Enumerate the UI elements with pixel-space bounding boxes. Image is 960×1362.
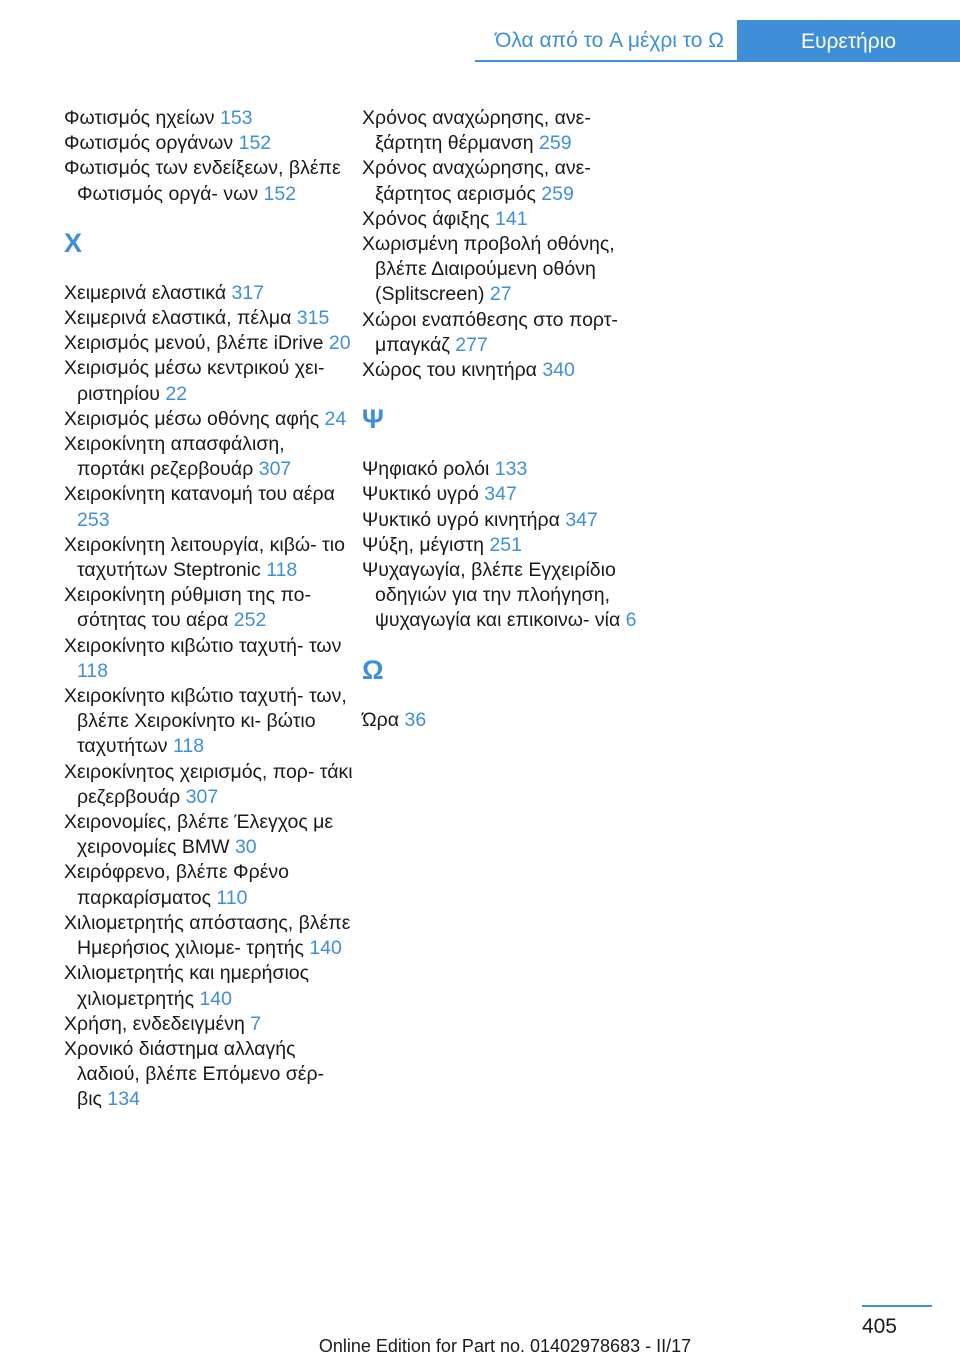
index-entry	[362, 156, 652, 206]
index-entry-text: Χειμερινά ελαστικά, πέλμα	[64, 307, 292, 330]
index-entry-text: Χειροκίνητο κιβώτιο ταχυτή‐ των	[64, 634, 342, 657]
page-reference-link[interactable]: 27	[489, 283, 512, 306]
page-reference-link[interactable]: 152	[238, 132, 272, 155]
index-entry-text: Χειροκίνητο κιβώτιο ταχυτή‐ των, βλέπε Χειροκίνητο κι‐ βώτιο ταχυτήτων	[64, 685, 347, 758]
page-reference-link[interactable]: 259	[539, 132, 572, 155]
page-reference-link[interactable]: 20	[328, 332, 351, 355]
index-entry-text: Ψυχαγωγία, βλέπε Εγχειρίδιο οδηγιών για την πλοήγηση, ψυχαγωγία και επικοινω‐ νία	[362, 559, 621, 632]
index-column-left	[64, 106, 354, 1113]
index-entry-text: Χιλιομετρητής και ημερήσιος χιλιομετρητής	[64, 962, 310, 1010]
index-entry-text: Χειρόφρενο, βλέπε Φρένο παρκαρίσματος	[64, 861, 289, 909]
page-reference-link[interactable]: 30	[234, 836, 257, 859]
index-entry-text: Χειρισμός μέσω κεντρικού χει‐ ριστηρίου	[64, 357, 325, 405]
page-reference-link[interactable]: 141	[495, 207, 528, 230]
index-entry-text: Χώροι εναπόθεσης στο πορτ‐ μπαγκάζ	[362, 308, 618, 356]
index-entry	[362, 232, 652, 308]
index-entry	[64, 810, 354, 860]
page-reference-link[interactable]: 251	[489, 533, 522, 556]
page-reference-link[interactable]: 134	[107, 1088, 140, 1111]
index-entry	[64, 684, 354, 760]
page-reference-link[interactable]: 252	[233, 609, 267, 632]
page-reference-link[interactable]: 7	[250, 1012, 262, 1035]
index-entry	[64, 432, 354, 482]
index-entry-text: Χειροκίνητη λειτουργία, κιβώ‐ τιο ταχυτήτων Steptronic	[64, 533, 345, 582]
edition-note	[0, 1336, 960, 1357]
page-reference-link[interactable]: 307	[258, 458, 292, 481]
index-tab[interactable]: Ευρετήριο	[737, 20, 960, 62]
index-entry	[362, 308, 652, 358]
index-entry-text: Χρονικό διάστημα αλλαγής λαδιού, βλέπε Επόμενο σέρ‐ βις	[64, 1037, 325, 1111]
index-entry-text: Χρόνος αναχώρησης, ανε‐ ξάρτητη θέρμανση	[362, 107, 591, 155]
page-reference-link[interactable]: 140	[199, 987, 232, 1010]
page-reference-link[interactable]: 110	[216, 886, 248, 909]
index-entry	[64, 911, 354, 961]
index-entry	[64, 533, 354, 583]
index-column-right	[362, 106, 652, 733]
page-reference-link[interactable]: 253	[77, 508, 110, 531]
index-entry-text: Χρήση, ενδεδειγμένη	[64, 1012, 245, 1035]
index-entry	[64, 583, 354, 633]
page-reference-link[interactable]: 307	[185, 785, 219, 808]
page-reference-link[interactable]: 152	[263, 182, 297, 205]
index-letter-heading: Ψ	[362, 404, 384, 435]
index-entry	[64, 156, 354, 206]
footer-rule	[862, 1305, 932, 1307]
index-entry-text: Χειμερινά ελαστικά	[64, 281, 227, 304]
index-entry-text: Χιλιομετρητής απόστασης, βλέπε Ημερήσιος χιλιομε‐ τρητής	[64, 911, 351, 960]
index-entry	[362, 207, 652, 232]
page-reference-link[interactable]: 118	[172, 735, 205, 758]
index-entry-text: Χειροκίνητη απασφάλιση, πορτάκι ρεζερβουάρ	[64, 433, 285, 481]
index-entry-text: Χειροκίνητη κατανομή του αέρα	[64, 483, 335, 506]
page-reference-link[interactable]: 153	[219, 107, 253, 129]
page-reference-link[interactable]: 317	[231, 281, 265, 304]
index-entry-text: Ψηφιακό ρολόι	[362, 458, 490, 481]
index-letter-heading: Ω	[362, 654, 384, 685]
index-entry-text: Χειρονομίες, βλέπε Έλεγχος με χειρονομίες BMW	[64, 811, 334, 859]
section-title: Όλα από το A μέχρι το Ω	[495, 29, 724, 52]
index-entry-text: Χειροκίνητη ρύθμιση της πο‐ σότητας του αέρα	[64, 584, 311, 632]
index-entry	[362, 482, 652, 507]
index-entry-text: Χωρισμένη προβολή οθόνης, βλέπε Διαιρούμενη οθόνη (Splitscreen)	[362, 233, 615, 306]
page-reference-link[interactable]: 347	[484, 483, 517, 506]
index-entry-text: Χρόνος αναχώρησης, ανε‐ ξάρτητος αερισμός	[362, 157, 591, 205]
index-entry	[64, 407, 354, 432]
index-entry-text: Φωτισμός ηχείων	[64, 107, 215, 129]
index-entry-text: Φωτισμός οργάνων	[64, 132, 234, 155]
index-entry	[64, 1012, 354, 1037]
edition-text: Online Edition for Part no. 01402978683 - II/17	[318, 1336, 692, 1356]
index-entry-text: Χειρισμός μενού, βλέπε iDrive	[64, 332, 324, 355]
index-entry-text: Χειροκίνητος χειρισμός, πορ‐ τάκι ρεζερβουάρ	[64, 760, 353, 808]
index-entry-text: Χειρισμός μέσω οθόνης αφής	[64, 407, 320, 430]
index-entry-text: Χώρος του κινητήρα	[362, 359, 537, 382]
index-entry	[64, 482, 354, 532]
page-reference-link[interactable]: 36	[404, 708, 427, 731]
index-entry	[64, 131, 354, 156]
index-entry	[64, 306, 354, 331]
index-entry	[362, 558, 652, 634]
index-entry	[64, 860, 354, 910]
index-entry	[64, 760, 354, 810]
index-entry	[64, 106, 354, 131]
index-entry	[362, 358, 652, 383]
page-header	[0, 0, 960, 62]
index-entry	[64, 961, 354, 1011]
page-reference-link[interactable]: 259	[541, 182, 574, 205]
index-entry-text: Ψυκτικό υγρό	[362, 483, 479, 506]
index-entry	[362, 457, 652, 482]
header-underline	[475, 60, 737, 62]
index-entry	[362, 508, 652, 533]
page-reference-link[interactable]: 6	[625, 609, 637, 632]
page-number: 405	[861, 1315, 897, 1338]
index-entry-text: Φωτισμός των ενδείξεων, βλέπε Φωτισμός οργά‐ νων	[64, 157, 341, 205]
index-entry-text: Ψυκτικό υγρό κινητήρα	[362, 508, 560, 531]
page-reference-link[interactable]: 133	[494, 458, 528, 481]
page-reference-link[interactable]: 24	[324, 407, 347, 430]
page-reference-link[interactable]: 277	[455, 333, 488, 356]
index-entry	[64, 281, 354, 306]
index-entry	[64, 356, 354, 406]
index-entry	[362, 106, 652, 156]
index-letter-heading: X	[64, 227, 83, 258]
page-reference-link[interactable]: 347	[565, 508, 598, 531]
index-entry	[362, 708, 652, 733]
page-reference-link[interactable]: 340	[542, 359, 575, 382]
index-entry-text: Ώρα	[362, 708, 400, 731]
index-entry-text: Ψύξη, μέγιστη	[362, 533, 484, 556]
page-reference-link[interactable]: 118	[77, 659, 109, 682]
page-reference-link[interactable]: 315	[296, 307, 330, 330]
index-entry	[64, 634, 354, 684]
index-entry	[64, 331, 354, 356]
page-reference-link[interactable]: 140	[309, 937, 342, 960]
index-entry-text: Χρόνος άφιξης	[362, 207, 490, 230]
index-entry	[64, 1037, 354, 1113]
page-reference-link[interactable]: 22	[165, 382, 188, 405]
index-entry	[362, 533, 652, 558]
page-reference-link[interactable]: 118	[266, 559, 298, 582]
